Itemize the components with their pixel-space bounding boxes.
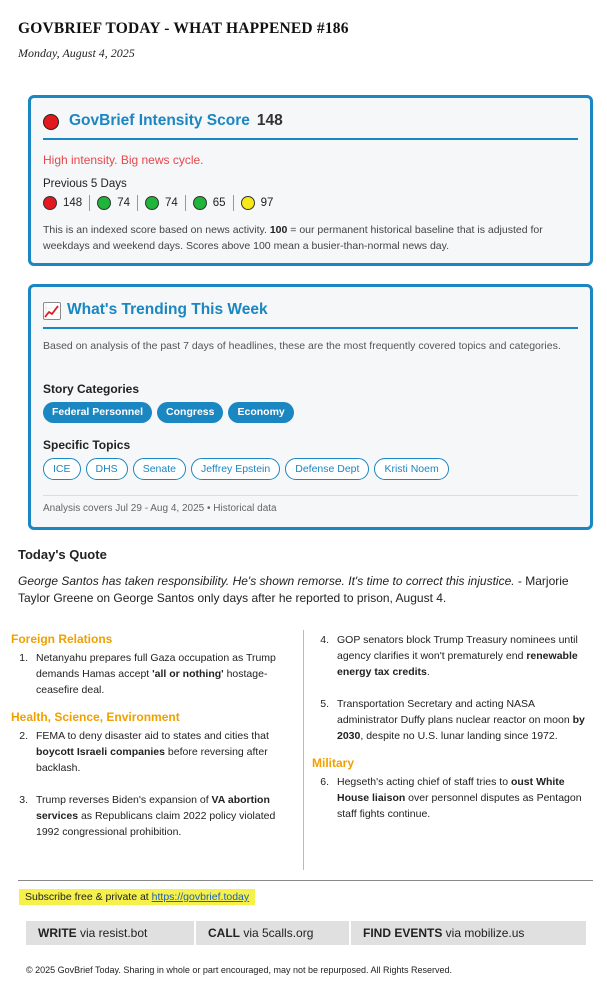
- green-circle-icon: [97, 196, 111, 210]
- newsletter-date: Monday, August 4, 2025: [18, 46, 135, 60]
- category-pill[interactable]: Economy: [228, 402, 293, 423]
- previous-days-row: [43, 195, 280, 211]
- yellow-circle-icon: [241, 196, 255, 210]
- topic-pill[interactable]: Kristi Noem: [374, 458, 448, 480]
- subscribe-banner: Subscribe free & private at https://govbrief.today: [19, 889, 255, 905]
- find-events-action-link[interactable]: FIND EVENTS via mobilize.us: [363, 926, 525, 940]
- category-pill[interactable]: Federal Personnel: [43, 402, 152, 423]
- newsletter-title: GOVBRIEF TODAY - WHAT HAPPENED #186: [18, 20, 349, 37]
- section-heading-foreign-relations: Foreign Relations: [11, 632, 113, 646]
- section-heading-military: Military: [312, 756, 355, 770]
- trending-description: Based on analysis of the past 7 days of headlines, these are the most frequently covered topics and categories.: [43, 340, 561, 352]
- story-categories-label: Story Categories: [43, 382, 140, 396]
- separator: [89, 195, 90, 211]
- intensity-card-title: GovBrief Intensity Score: [69, 112, 250, 129]
- intensity-description: This is an indexed score based on news activity. 100 = our permanent historical baseline that is adjusted for weekdays and weekend days. Scores above 100 mean a busier-than-normal news day.: [43, 224, 543, 252]
- separator: [185, 195, 186, 211]
- trending-card-header: [43, 301, 578, 329]
- topic-pill[interactable]: Senate: [133, 458, 186, 480]
- topic-pill[interactable]: Jeffrey Epstein: [191, 458, 280, 480]
- intensity-status: High intensity. Big news cycle.: [43, 153, 204, 167]
- subscribe-link[interactable]: https://govbrief.today: [151, 891, 250, 903]
- previous-score: 74: [164, 197, 178, 209]
- call-action-link[interactable]: CALL via 5calls.org: [196, 921, 351, 945]
- previous-days-label: Previous 5 Days: [43, 178, 127, 190]
- topic-pills: [43, 458, 449, 480]
- intensity-score-value: 148: [256, 112, 283, 129]
- separator: [233, 195, 234, 211]
- green-circle-icon: [193, 196, 207, 210]
- copyright-notice: © 2025 GovBrief Today. Sharing in whole or part encouraged, may not be repurposed. All Rights Reserved.: [26, 965, 453, 975]
- footer-rule: [18, 880, 593, 881]
- right-column: [312, 632, 597, 838]
- red-circle-icon: [43, 114, 59, 130]
- list-item: 3. Trump reverses Biden's expansion of VA abortion services as Republicans claim 2022 policy violated 1992 congressional prohibition.: [19, 794, 276, 838]
- action-bar: [26, 921, 586, 945]
- green-circle-icon: [145, 196, 159, 210]
- list-item: 1. Netanyahu prepares full Gaza occupation as Trump demands Hamas accept 'all or nothing' hostage-ceasefire deal.: [19, 652, 276, 696]
- separator: [137, 195, 138, 211]
- topic-pill[interactable]: Defense Dept: [285, 458, 369, 480]
- column-divider: [303, 630, 304, 870]
- intensity-card-header: [43, 112, 578, 140]
- quote-text: George Santos has taken responsibility. He's shown remorse. It's time to correct this injustice. - Marjorie Taylor Greene on George Santos only days after he reported to prison, August 4.: [18, 574, 569, 605]
- trending-card-title: What's Trending This Week: [67, 301, 268, 318]
- quote-heading: Today's Quote: [18, 547, 107, 562]
- trending-card: [28, 284, 593, 530]
- previous-score: 65: [212, 197, 226, 209]
- chart-increasing-icon: [43, 302, 61, 320]
- analysis-footer: Analysis covers Jul 29 - Aug 4, 2025 • Historical data: [43, 495, 578, 514]
- section-heading-health: Health, Science, Environment: [11, 710, 180, 724]
- previous-score: 97: [260, 197, 274, 209]
- left-column: [11, 632, 296, 856]
- category-pills: [43, 402, 294, 423]
- previous-score: 74: [117, 197, 130, 209]
- category-pill[interactable]: Congress: [157, 402, 223, 423]
- intensity-score-card: [28, 95, 593, 266]
- topic-pill[interactable]: ICE: [43, 458, 81, 480]
- specific-topics-label: Specific Topics: [43, 438, 131, 452]
- red-circle-icon: [43, 196, 57, 210]
- list-item: 5. Transportation Secretary and acting NASA administrator Duffy plans nuclear reactor on moon by 2030, despite no U.S. lunar landing since 1972.: [320, 698, 585, 742]
- list-item: 4. GOP senators block Trump Treasury nominees until agency clarifies it won't prematurely end renewable energy tax credits.: [320, 634, 578, 678]
- previous-score: 148: [63, 197, 83, 209]
- list-item: 6. Hegseth's acting chief of staff tries to oust White House liaison over personnel disputes as Pentagon staff fights continue.: [320, 776, 582, 820]
- write-action-link[interactable]: WRITE via resist.bot: [26, 921, 196, 945]
- list-item: 2. FEMA to deny disaster aid to states and cities that boycott Israeli companies before reversing after backlash.: [19, 730, 269, 774]
- topic-pill[interactable]: DHS: [86, 458, 128, 480]
